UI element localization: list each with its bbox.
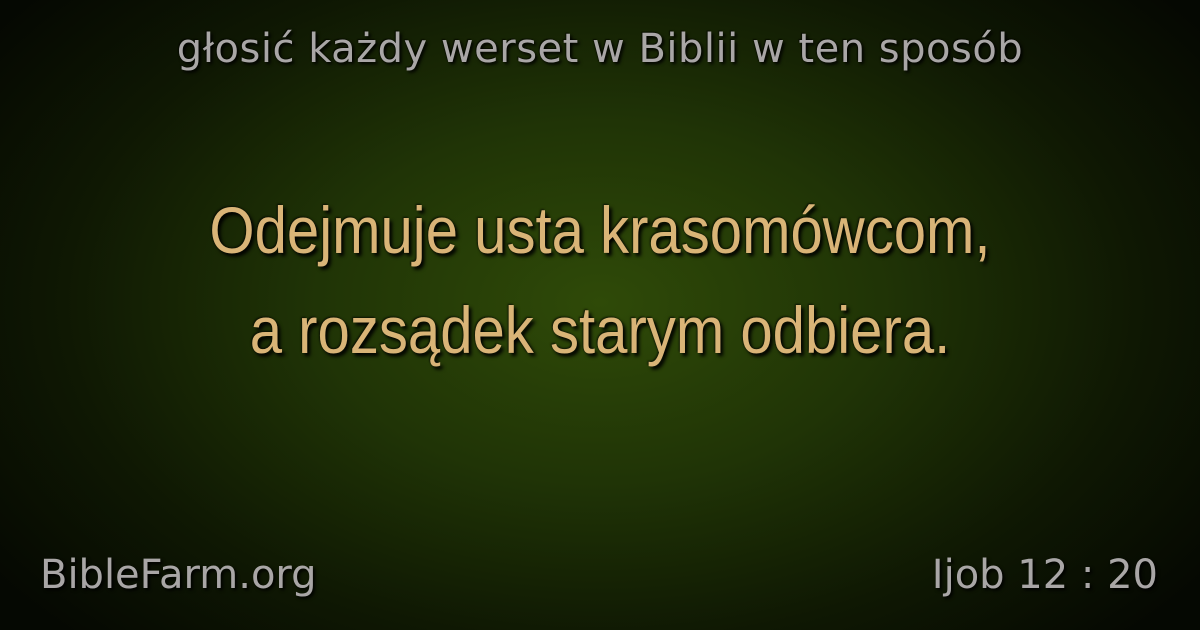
site-brand: BibleFarm.org (40, 552, 317, 598)
verse-text (90, 180, 1111, 380)
verse-line-2: a rozsądek starym odbiera. (249, 293, 951, 367)
verse-reference: Ijob 12 : 20 (931, 552, 1158, 598)
tagline: głosić każdy werset w Biblii w ten sposób (176, 26, 1024, 72)
verse-line-1: Odejmuje usta krasomówcom, (209, 193, 991, 267)
